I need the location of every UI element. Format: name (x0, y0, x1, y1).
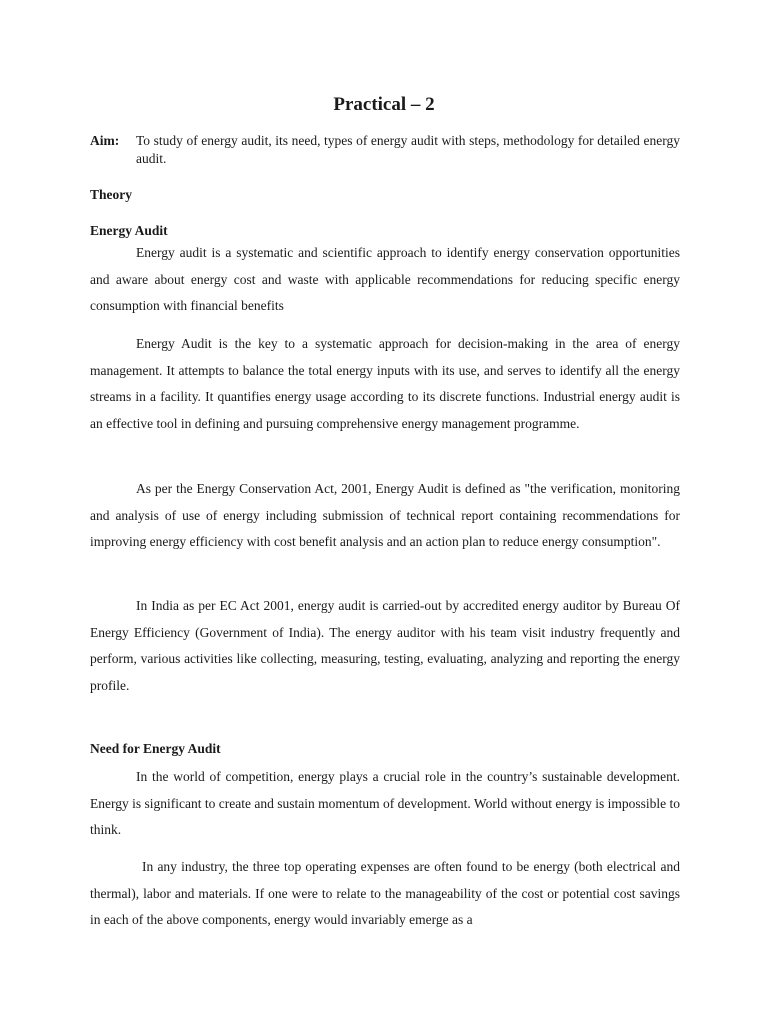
need-paragraph-1: In the world of competition, energy plays a crucial role in the country’s sustainable development. Energy is significant to create and sustain momentum of development. World without energy is impossible to think. (90, 769, 680, 838)
need-paragraph-2: In any industry, the three top operating expenses are often found to be energy (both electrical and thermal), labor and materials. If one were to relate to the manageability of the cost or potential cost savings in each of the above components, energy would invariably emerge as a (90, 859, 680, 928)
energy-audit-heading: Energy Audit (90, 223, 168, 238)
theory-heading: Theory (90, 187, 132, 202)
aim-text: To study of energy audit, its need, types of energy audit with steps, methodology for detailed energy audit. (136, 133, 680, 166)
need-heading: Need for Energy Audit (90, 741, 221, 756)
energy-audit-paragraph-1: Energy audit is a systematic and scientific approach to identify energy conservation opportunities and aware about energy cost and waste with applicable recommendations for reducing specific energy consumption with financial benefits (90, 245, 680, 314)
energy-audit-paragraph-4: In India as per EC Act 2001, energy audit is carried-out by accredited energy auditor by Bureau Of Energy Efficiency (Government of India). The energy auditor with his team visit industry frequently and perform, various activities like collecting, measuring, testing, evaluating, analyzing and reporting the energy profile. (90, 598, 680, 693)
aim-label: Aim: (90, 133, 120, 148)
aim-block (90, 132, 680, 168)
page-title: Practical – 2 (333, 94, 435, 115)
energy-audit-paragraph-3: As per the Energy Conservation Act, 2001, Energy Audit is defined as "the verification, monitoring and analysis of use of energy including submission of technical report containing recommendations for improving energy efficiency with cost benefit analysis and an action plan to reduce energy consumption". (90, 481, 680, 550)
energy-audit-paragraph-2: Energy Audit is the key to a systematic approach for decision-making in the area of energy management. It attempts to balance the total energy inputs with its use, and serves to identify all the energy streams in a facility. It quantifies energy usage according to its discrete functions. Industrial energy audit is an effective tool in defining and pursuing comprehensive energy management programme. (90, 336, 680, 431)
